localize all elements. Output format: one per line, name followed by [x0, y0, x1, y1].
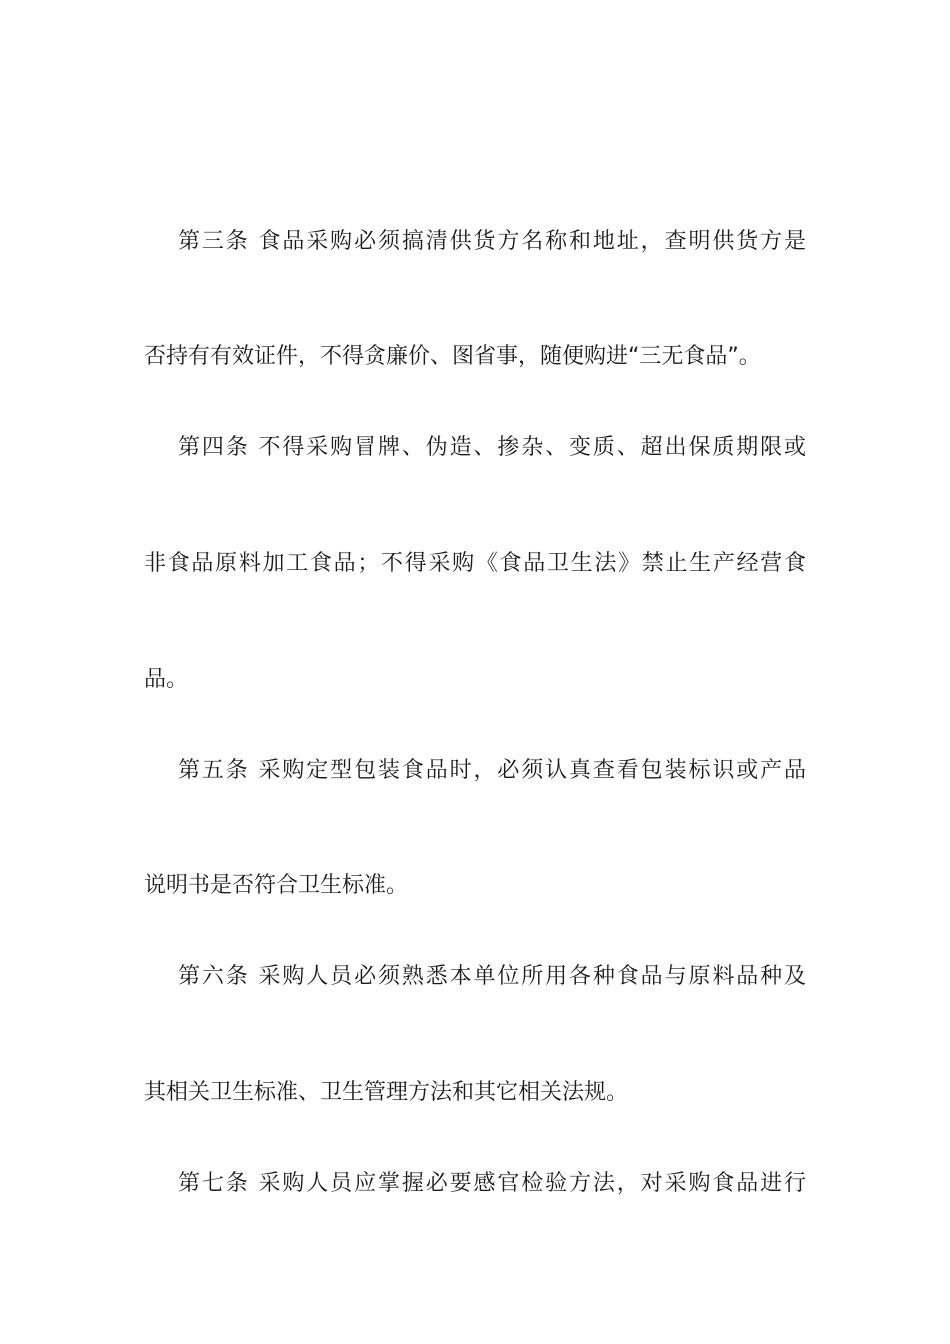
article-5-line-2: 说明书是否符合卫生标准。: [144, 873, 409, 898]
article-5-line-1: 第五条 采购定型包装食品时，必须认真查看包装标识或产品: [178, 758, 806, 783]
article-6-line-1: 第六条 采购人员必须熟悉本单位所用各种食品与原料品种及: [178, 964, 806, 989]
article-4-line-2: 非食品原料加工食品；不得采购《食品卫生法》禁止生产经营食: [144, 551, 806, 576]
article-4-line-1: 第四条 不得采购冒牌、伪造、掺杂、变质、超出保质期限或: [178, 435, 806, 460]
article-3-line-1: 第三条 食品采购必须搞清供货方名称和地址，查明供货方是: [178, 229, 806, 254]
article-3-line-2: 否持有有效证件，不得贪廉价、图省事，随便购进“三无食品”。: [144, 344, 761, 369]
article-6-line-2: 其相关卫生标准、卫生管理方法和其它相关法规。: [144, 1080, 629, 1105]
article-4-line-3: 品。: [144, 667, 189, 692]
article-7-line-1: 第七条 采购人员应掌握必要感官检验方法，对采购食品进行: [178, 1171, 806, 1196]
